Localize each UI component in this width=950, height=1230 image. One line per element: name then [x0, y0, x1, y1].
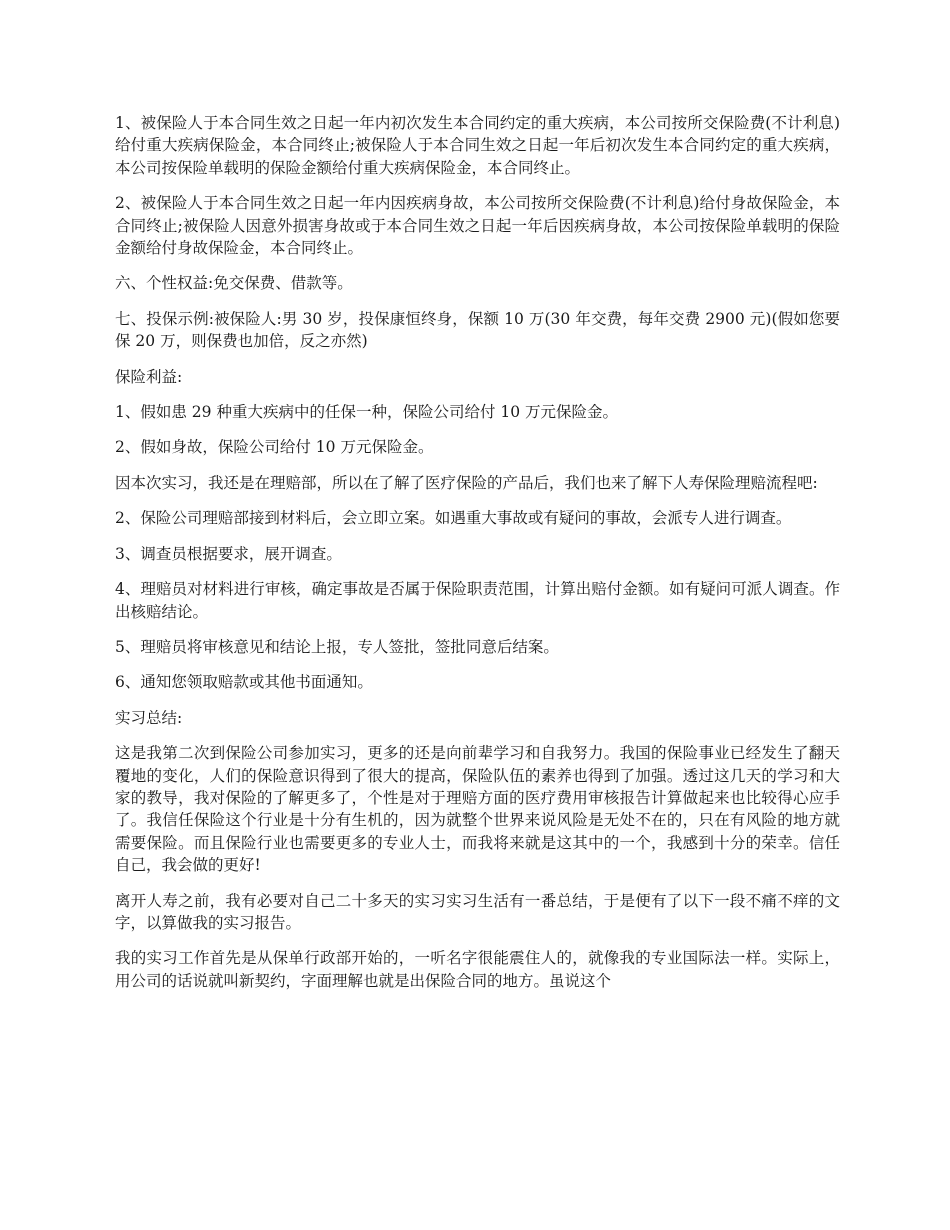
paragraph-leaving-note: 离开人寿之前，我有必要对自己二十多天的实习实习生活有一番总结，于是便有了以下一段不痛不痒的文字，以算做我的实习报告。 [115, 891, 840, 932]
paragraph-clause-1: 1、被保险人于本合同生效之日起一年内初次发生本合同约定的重大疾病，本公司按所交保险费(不计利息)给付重大疾病保险金，本合同终止;被保险人于本合同生效之日起一年后初次发生本合同约定的重大疾病，本公司按保险单载明的保险金额给付重大疾病保险金，本合同终止。 [115, 114, 840, 177]
paragraph-claims-step-4: 4、理赔员对材料进行审核，确定事故是否属于保险职责范围，计算出赔付金额。如有疑问可派人调查。作出核赔结论。 [115, 580, 840, 621]
paragraph-claims-step-3: 3、调查员根据要求，展开调查。 [115, 544, 342, 563]
paragraph-benefit-1: 1、假如患 29 种重大疾病中的任保一种，保险公司给付 10 万元保险金。 [115, 403, 619, 422]
paragraph-claims-intro: 因本次实习，我还是在理赔部，所以在了解了医疗保险的产品后，我们也来了解下人寿保险理赔流程吧: [115, 473, 818, 492]
paragraph-benefit-2: 2、假如身故，保险公司给付 10 万元保险金。 [115, 438, 434, 457]
paragraph-claims-step-2: 2、保险公司理赔部接到材料后，会立即立案。如遇重大事故或有疑问的事故，会派专人进行调查。 [115, 509, 792, 528]
paragraph-summary-heading: 实习总结: [115, 708, 183, 727]
paragraph-claims-step-5: 5、理赔员将审核意见和结论上报，专人签批，签批同意后结案。 [115, 637, 559, 656]
paragraph-summary-body: 这是我第二次到保险公司参加实习，更多的还是向前辈学习和自我努力。我国的保险事业已经发生了翻天覆地的变化，人们的保险意识得到了很大的提高，保险队伍的素养也得到了加强。透过这几天的学习和大家的教导，我对保险的了解更多了，个性是对于理赔方面的医疗费用审核报告计算做起来也比较得心应手了。我信任保险这个行业是十分有生机的，因为就整个世界来说风险是无处不在的，只在有风险的地方就需要保险。而且保险行业也需要更多的专业人士，而我将来就是这其中的一个，我感到十分的荣幸。信任自己，我会做的更好! [115, 744, 840, 875]
document-body [115, 112, 840, 1005]
paragraph-benefits-heading: 保险利益: [115, 367, 183, 386]
paragraph-work-start: 我的实习工作首先是从保单行政部开始的，一听名字很能震住人的，就像我的专业国际法一样。实际上，用公司的话说就叫新契约，字面理解也就是出保险合同的地方。虽说这个 [115, 949, 840, 990]
paragraph-claims-step-6: 6、通知您领取赔款或其他书面通知。 [115, 673, 373, 692]
paragraph-clause-2: 2、被保险人于本合同生效之日起一年内因疾病身故，本公司按所交保险费(不计利息)给付身故保险金，本合同终止;被保险人因意外损害身故或于本合同生效之日起一年后因疾病身故，本公司按保险单载明的保险金额给付身故保险金，本合同终止。 [115, 194, 840, 258]
paragraph-insurance-example: 七、投保示例:被保险人:男 30 岁，投保康恒终身，保额 10 万(30 年交费，每年交费 2900 元)(假如您要保 20 万，则保费也加倍，反之亦然) [115, 309, 840, 351]
paragraph-personal-rights: 六、个性权益:免交保费、借款等。 [115, 274, 353, 293]
